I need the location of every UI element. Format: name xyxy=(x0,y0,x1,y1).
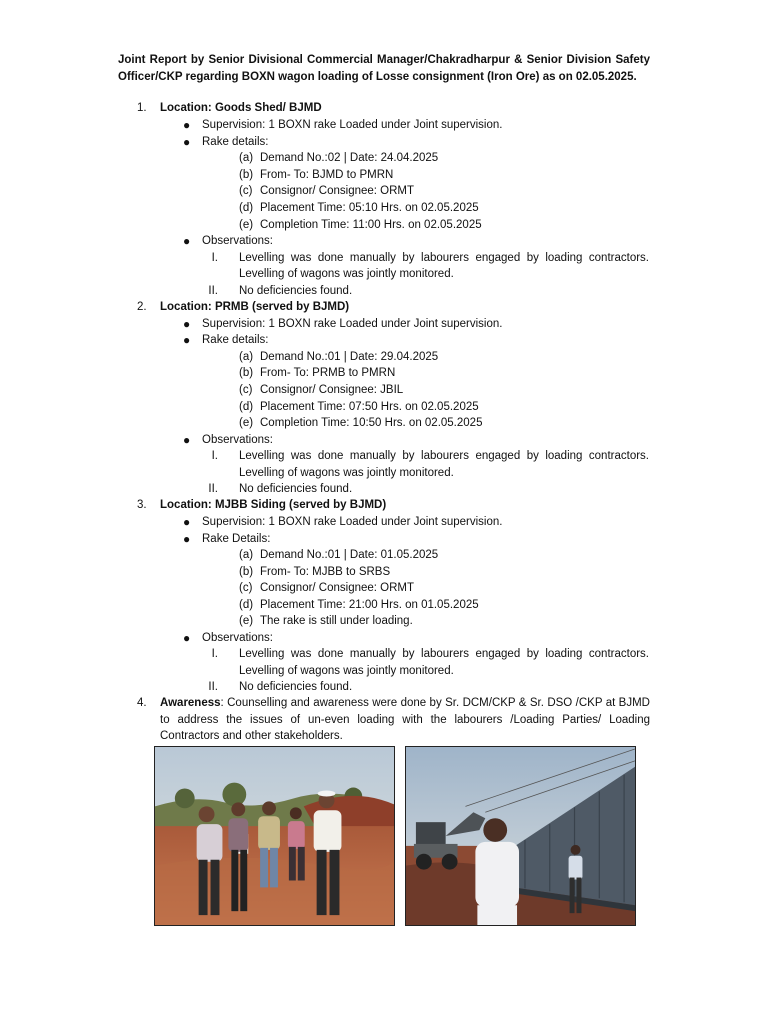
rake-detail: Consignor/ Consignee: ORMT xyxy=(260,185,415,197)
observations-label: Observations: xyxy=(202,235,273,247)
list-letter: (d) xyxy=(239,202,254,214)
roman-numeral: II. xyxy=(208,285,218,297)
roman-numeral: I. xyxy=(211,648,218,660)
list-letter: (b) xyxy=(239,566,254,578)
roman-numeral: I. xyxy=(211,252,218,264)
observations-label: Observations: xyxy=(202,434,273,446)
bullet-icon: ● xyxy=(183,433,191,447)
roman-numeral: I. xyxy=(211,450,218,462)
list-letter: (a) xyxy=(239,351,254,363)
observations-label: Observations: xyxy=(202,632,273,644)
observation-text: No deficiencies found. xyxy=(239,483,353,495)
bullet-icon: ● xyxy=(183,135,191,149)
rake-detail: Demand No.:01 | Date: 01.05.2025 xyxy=(260,549,439,561)
rake-detail: Placement Time: 07:50 Hrs. on 02.05.2025 xyxy=(260,401,479,413)
rake-details-label: Rake details: xyxy=(202,334,269,346)
roman-numeral: II. xyxy=(208,483,218,495)
observation-text: Levelling of wagons was jointly monitored. xyxy=(239,268,454,280)
section-number: 3. xyxy=(137,499,147,511)
rake-detail: Demand No.:01 | Date: 29.04.2025 xyxy=(260,351,439,363)
awareness-text: : Counselling and awareness were done by Sr. DCM/CKP & Sr. DSO /CKP at BJMD to address the issues of un-even loading with the labourers /Loading Parties/ Loading Contractors and other stakeholders. xyxy=(160,697,650,743)
report-title: Joint Report by Senior Divisional Commercial Manager/Chakradharpur & Senior Division Safety Officer/CKP regarding BOXN wagon loading of Losse consignment (Iron Ore) as on 02.05.2025. xyxy=(118,54,650,83)
rake-detail: Placement Time: 05:10 Hrs. on 02.05.2025 xyxy=(260,202,479,214)
observation-text: Levelling of wagons was jointly monitored. xyxy=(239,467,454,479)
rake-detail: The rake is still under loading. xyxy=(260,615,413,627)
bullet-icon: ● xyxy=(183,333,191,347)
rake-detail: From- To: BJMD to PMRN xyxy=(260,169,394,181)
rake-detail: Completion Time: 10:50 Hrs. on 02.05.2025 xyxy=(260,417,483,429)
rake-details-label: Rake Details: xyxy=(202,533,271,545)
section-number: 2. xyxy=(137,301,147,313)
bullet-icon: ● xyxy=(183,631,191,645)
list-letter: (e) xyxy=(239,417,254,429)
supervision-text: Supervision: 1 BOXN rake Loaded under Joint supervision. xyxy=(202,318,503,330)
rake-detail: Consignor/ Consignee: JBIL xyxy=(260,384,404,396)
list-letter: (d) xyxy=(239,599,254,611)
list-letter: (c) xyxy=(239,582,253,594)
observation-text: No deficiencies found. xyxy=(239,681,353,693)
bullet-icon: ● xyxy=(183,532,191,546)
list-letter: (d) xyxy=(239,401,254,413)
observation-text: Levelling was done manually by labourers engaged by loading contractors. xyxy=(239,450,649,462)
observation-text: Levelling was done manually by labourers engaged by loading contractors. xyxy=(239,252,649,264)
list-letter: (c) xyxy=(239,384,253,396)
awareness-label: Awareness xyxy=(160,697,221,709)
rake-detail: From- To: PRMB to PMRN xyxy=(260,367,396,379)
site-meeting-photo xyxy=(154,746,395,926)
rake-detail: From- To: MJBB to SRBS xyxy=(260,566,391,578)
rake-detail: Placement Time: 21:00 Hrs. on 01.05.2025 xyxy=(260,599,479,611)
list-letter: (e) xyxy=(239,219,254,231)
bullet-icon: ● xyxy=(183,118,191,132)
bullet-icon: ● xyxy=(183,515,191,529)
supervision-text: Supervision: 1 BOXN rake Loaded under Joint supervision. xyxy=(202,516,503,528)
rake-detail: Demand No.:02 | Date: 24.04.2025 xyxy=(260,152,439,164)
list-letter: (e) xyxy=(239,615,254,627)
section-number: 4. xyxy=(137,697,147,709)
list-letter: (a) xyxy=(239,152,254,164)
rake-detail: Consignor/ Consignee: ORMT xyxy=(260,582,415,594)
bullet-icon: ● xyxy=(183,234,191,248)
roman-numeral: II. xyxy=(208,681,218,693)
rake-details-label: Rake details: xyxy=(202,136,269,148)
section-number: 1. xyxy=(137,102,147,114)
supervision-text: Supervision: 1 BOXN rake Loaded under Joint supervision. xyxy=(202,119,503,131)
section-heading: Location: PRMB (served by BJMD) xyxy=(160,301,350,313)
rake-detail: Completion Time: 11:00 Hrs. on 02.05.2025 xyxy=(260,219,482,231)
wagon-loading-photo xyxy=(405,746,636,926)
list-letter: (c) xyxy=(239,185,253,197)
observation-text: No deficiencies found. xyxy=(239,285,353,297)
section-heading: Location: Goods Shed/ BJMD xyxy=(160,102,322,114)
list-letter: (b) xyxy=(239,169,254,181)
list-letter: (a) xyxy=(239,549,254,561)
observation-text: Levelling of wagons was jointly monitored. xyxy=(239,665,454,677)
observation-text: Levelling was done manually by labourers engaged by loading contractors. xyxy=(239,648,649,660)
awareness-paragraph xyxy=(160,695,650,745)
section-heading: Location: MJBB Siding (served by BJMD) xyxy=(160,499,387,511)
list-letter: (b) xyxy=(239,367,254,379)
bullet-icon: ● xyxy=(183,317,191,331)
